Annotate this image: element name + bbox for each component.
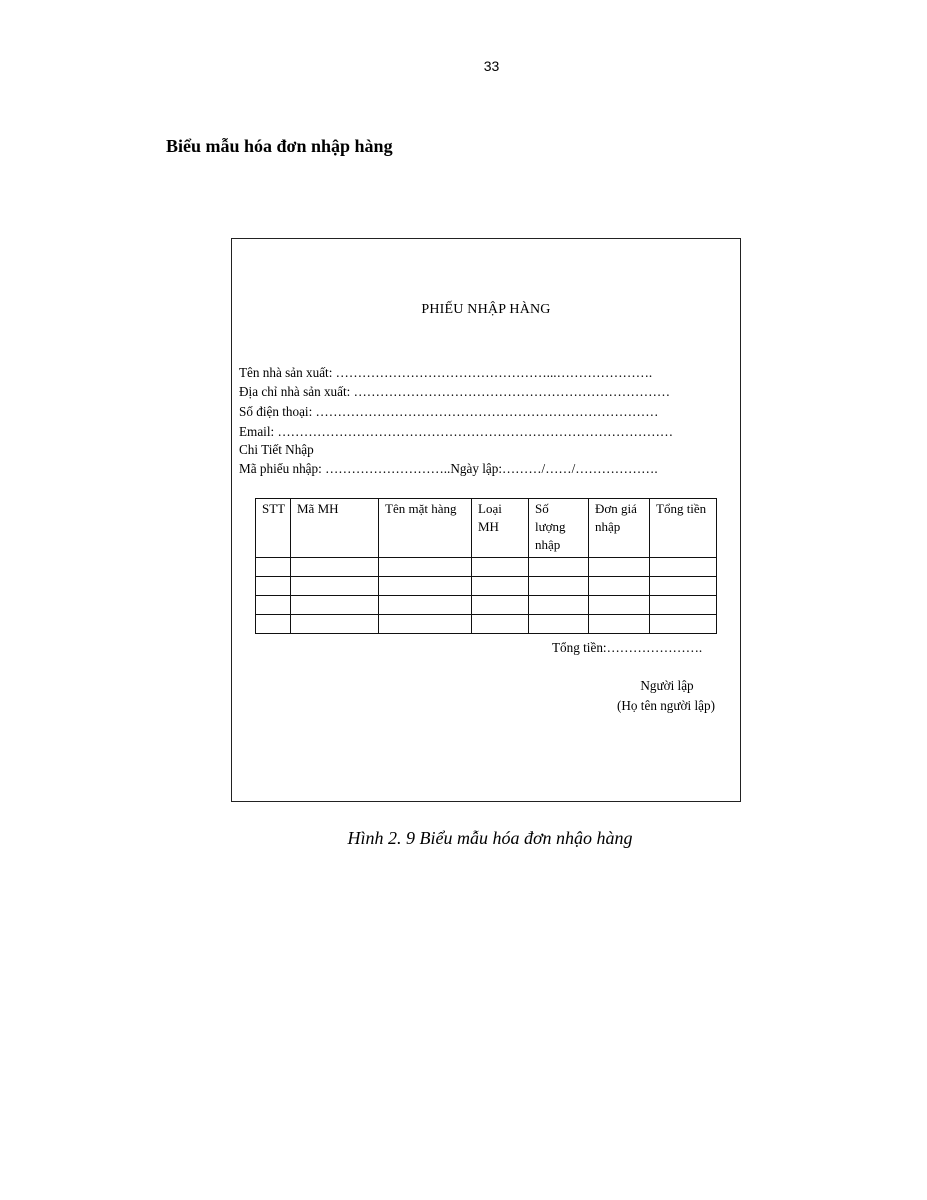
form-title: PHIẾU NHẬP HÀNG	[421, 302, 551, 317]
table-cell	[256, 615, 291, 634]
section-heading: Biểu mẫu hóa đơn nhập hàng	[166, 136, 393, 156]
header-stt: STT	[256, 499, 291, 558]
header-item-name: Tên mặt hàng	[379, 499, 472, 558]
table-cell	[291, 558, 379, 577]
table-cell	[379, 596, 472, 615]
table-cell	[589, 596, 650, 615]
table-cell	[256, 596, 291, 615]
table-cell	[650, 596, 717, 615]
total-amount-line: Tổng tiền:………………….	[552, 640, 703, 655]
header-quantity: Số lượng nhập	[529, 499, 589, 558]
header-unit-price: Đơn giá nhập	[589, 499, 650, 558]
import-items-table	[255, 498, 717, 634]
table-cell	[589, 558, 650, 577]
manufacturer-name-field: Tên nhà sản xuất: …………………………………………...………………….	[239, 365, 653, 380]
page-number: 33	[483, 58, 500, 74]
phone-field: Số điện thoại: ……………………………………………………………………	[239, 404, 659, 419]
table-cell	[256, 558, 291, 577]
table-cell	[650, 615, 717, 634]
manufacturer-address-field: Địa chỉ nhà sản xuất: ………………………………………………………………	[239, 384, 671, 399]
header-total: Tổng tiền	[650, 499, 717, 558]
table-cell	[472, 596, 529, 615]
table-cell	[529, 558, 589, 577]
table-row	[256, 558, 717, 577]
signer-note: (Họ tên người lập)	[617, 698, 715, 713]
table-cell	[379, 577, 472, 596]
table-cell	[529, 596, 589, 615]
table-cell	[291, 596, 379, 615]
header-item-code: Mã MH	[291, 499, 379, 558]
receipt-code-date-field: Mã phiếu nhập: ………………………..Ngày lập:………/……/……………….	[239, 461, 658, 476]
table-cell	[472, 558, 529, 577]
email-field: Email: ………………………………………………………………………………	[239, 424, 674, 439]
table-cell	[472, 577, 529, 596]
detail-heading: Chi Tiết Nhập	[239, 442, 314, 457]
table-row	[256, 615, 717, 634]
table-cell	[529, 577, 589, 596]
table-cell	[650, 577, 717, 596]
table-cell	[589, 615, 650, 634]
table-row	[256, 596, 717, 615]
table-cell	[650, 558, 717, 577]
table-header-row	[256, 499, 717, 558]
figure-caption: Hình 2. 9 Biểu mẫu hóa đơn nhậo hàng	[347, 828, 633, 848]
signer-title: Người lập	[640, 678, 694, 693]
table-row	[256, 577, 717, 596]
table-cell	[291, 577, 379, 596]
table-cell	[256, 577, 291, 596]
table-cell	[379, 615, 472, 634]
table-cell	[529, 615, 589, 634]
header-item-type: Loại MH	[472, 499, 529, 558]
table-cell	[291, 615, 379, 634]
table-cell	[379, 558, 472, 577]
table-cell	[472, 615, 529, 634]
table-cell	[589, 577, 650, 596]
